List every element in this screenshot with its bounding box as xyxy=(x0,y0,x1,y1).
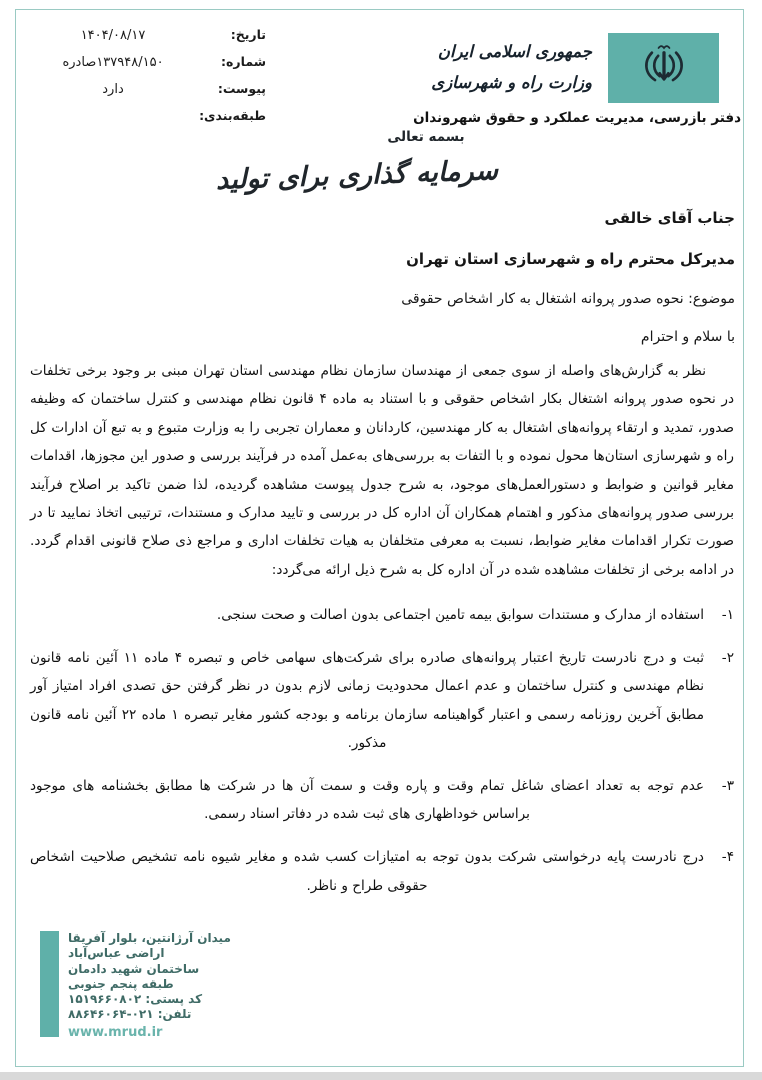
ministry-logo-box xyxy=(608,33,719,103)
footer-address-lines xyxy=(68,931,231,1040)
list-item xyxy=(30,843,734,899)
subject-line: موضوع: نحوه صدور پروانه اشتغال به کار اشخاص حقوقی xyxy=(401,291,735,307)
violations-list xyxy=(30,601,734,915)
item-number: ۱- xyxy=(721,607,734,623)
website-url: www.mrud.ir xyxy=(68,1024,163,1040)
attachment-value: دارد xyxy=(102,82,124,97)
list-item xyxy=(30,772,734,828)
recipient-name: جناب آقای خالقی xyxy=(604,209,735,227)
list-item xyxy=(30,601,734,629)
address-line: میدان آرژانتین، بلوار آفریقا xyxy=(68,931,231,945)
government-names xyxy=(332,36,592,98)
date-label: تاریخ: xyxy=(230,27,266,42)
footer-address-block xyxy=(40,931,231,1040)
meta-row-number xyxy=(38,54,266,81)
phone-line: تلفن: ۰۲۱-۸۸۶۴۶۰۶۴ xyxy=(68,1007,192,1022)
address-line: طبقه پنجم جنوبی xyxy=(68,976,174,991)
item-text: عدم توجه به تعداد اعضای شاغل تمام وقت و پاره وقت و سمت آن ها در شرکت ها مطابق بخشنامه های موجود براساس خوداظهاری های ثبت شده در دفاتر اسناد رسمی. xyxy=(30,778,704,823)
number-value: ۱۳۷۹۴۸/۱۵۰صادره xyxy=(62,55,164,70)
number-label: شماره: xyxy=(221,54,266,69)
list-item xyxy=(30,644,734,757)
letter-body-paragraph: نظر به گزارش‌های واصله از سوی جمعی از مهندسان سازمان نظام مهندسی استان تهران مبنی بر وجود برخی تخلفات در نحوه صدور پروانه اشتغال بکار اشخاص حقوقی و با استناد به ماده ۴ قانون نظام مهندسی و کنترل ساختمان که وظیفه صدور، تمدید و ارتقاء پروانه‌های اشتغال به کار مهندسین، کاردانان و معماران تجربی را به وزارت متبوع و به تبع آن ادارات کل راه و شهرسازی استان‌ها محول نموده و با التفات به بررسی‌های به‌عمل آمده در فرآیند بررسی و صدور این مجوزها، اقدامات مغایر قوانین و ضوابط و دستورالعمل‌های موجود، به شرح جدول پیوست مشاهده گردیده، لذا ضمن تاکید بر اصلاح فرآیند بررسی صدور پروانه‌های مذکور و اهتمام همکاران آن اداره کل در بررسی و تایید مدارک و مستندات، ترتیبی اتخاذ نمایید تا در صورت تکرار اقدامات مغایر ضوابط، نسبت به معرفی متخلفان به هیات تخلفات اداری و مراجع ذی صلاح قانونی اقدام گردد. در ادامه برخی از تخلفات مشاهده شده در آن اداره کل به شرح ذیل ارائه می‌گردد: xyxy=(30,363,735,578)
address-line: اراضی عباس‌آباد xyxy=(68,946,165,961)
meta-row-attachment xyxy=(38,81,266,108)
besmele-text: بسمه تعالی xyxy=(387,129,465,145)
item-text: ثبت و درج نادرست تاریخ اعتبار پروانه‌های صادره برای شرکت‌های سهامی خاص و تبصره ۴ ماده ۱۱ آئین نامه قانون نظام مهندسی و کنترل ساختمان و عدم اعمال محدودیت زمانی لازم بدون در نظر گرفتن حق تصدی افراد امتیاز آور مطابق آخرین روزنامه رسمی و اعتبار گواهینامه سازمان برنامه و بودجه کشور مغایر تبصره ۱ ماده ۲۲ آئین نامه قانون مذکور. xyxy=(30,650,704,751)
letter-meta-block xyxy=(38,27,266,135)
address-line: ساختمان شهید دادمان xyxy=(68,961,200,976)
date-value: ۱۴۰۴/۰۸/۱۷ xyxy=(80,28,146,43)
footer-accent-bar xyxy=(40,931,59,1037)
year-slogan-calligraphy: سرمایه گذاری برای تولید xyxy=(215,155,499,196)
meta-row-date xyxy=(38,27,266,54)
item-text: استفاده از مدارک و مستندات سوابق بیمه تامین اجتماعی بدون اصالت و صحت سنجی. xyxy=(216,607,704,623)
office-name: دفتر بازرسی، مدیریت عملکرد و حقوق شهروندان xyxy=(413,110,741,126)
item-number: ۲- xyxy=(721,650,734,667)
recipient-title: مدیرکل محترم راه و شهرسازی استان تهران xyxy=(406,250,735,268)
item-text: درج نادرست پایه درخواستی شرکت بدون توجه به امتیازات کسب شده و مغایر شیوه نامه تشخیص صلاحیت اشخاص حقوقی طراح و ناظر. xyxy=(30,849,704,894)
country-name: جمهوری اسلامی ایران xyxy=(437,42,592,61)
iran-emblem-icon xyxy=(639,39,689,97)
postal-code-line: کد پستی: ۱۵۱۹۶۶۰۸۰۲ xyxy=(68,992,203,1007)
ministry-name: وزارت راه و شهرسازی xyxy=(431,73,592,92)
classification-label: طبقه‌بندی: xyxy=(199,108,266,123)
item-number: ۴- xyxy=(721,849,734,866)
attachment-label: پیوست: xyxy=(217,81,266,96)
salutation-line: با سلام و احترام xyxy=(640,329,735,345)
item-number: ۳- xyxy=(721,778,734,795)
scan-edge-strip xyxy=(0,1072,762,1080)
